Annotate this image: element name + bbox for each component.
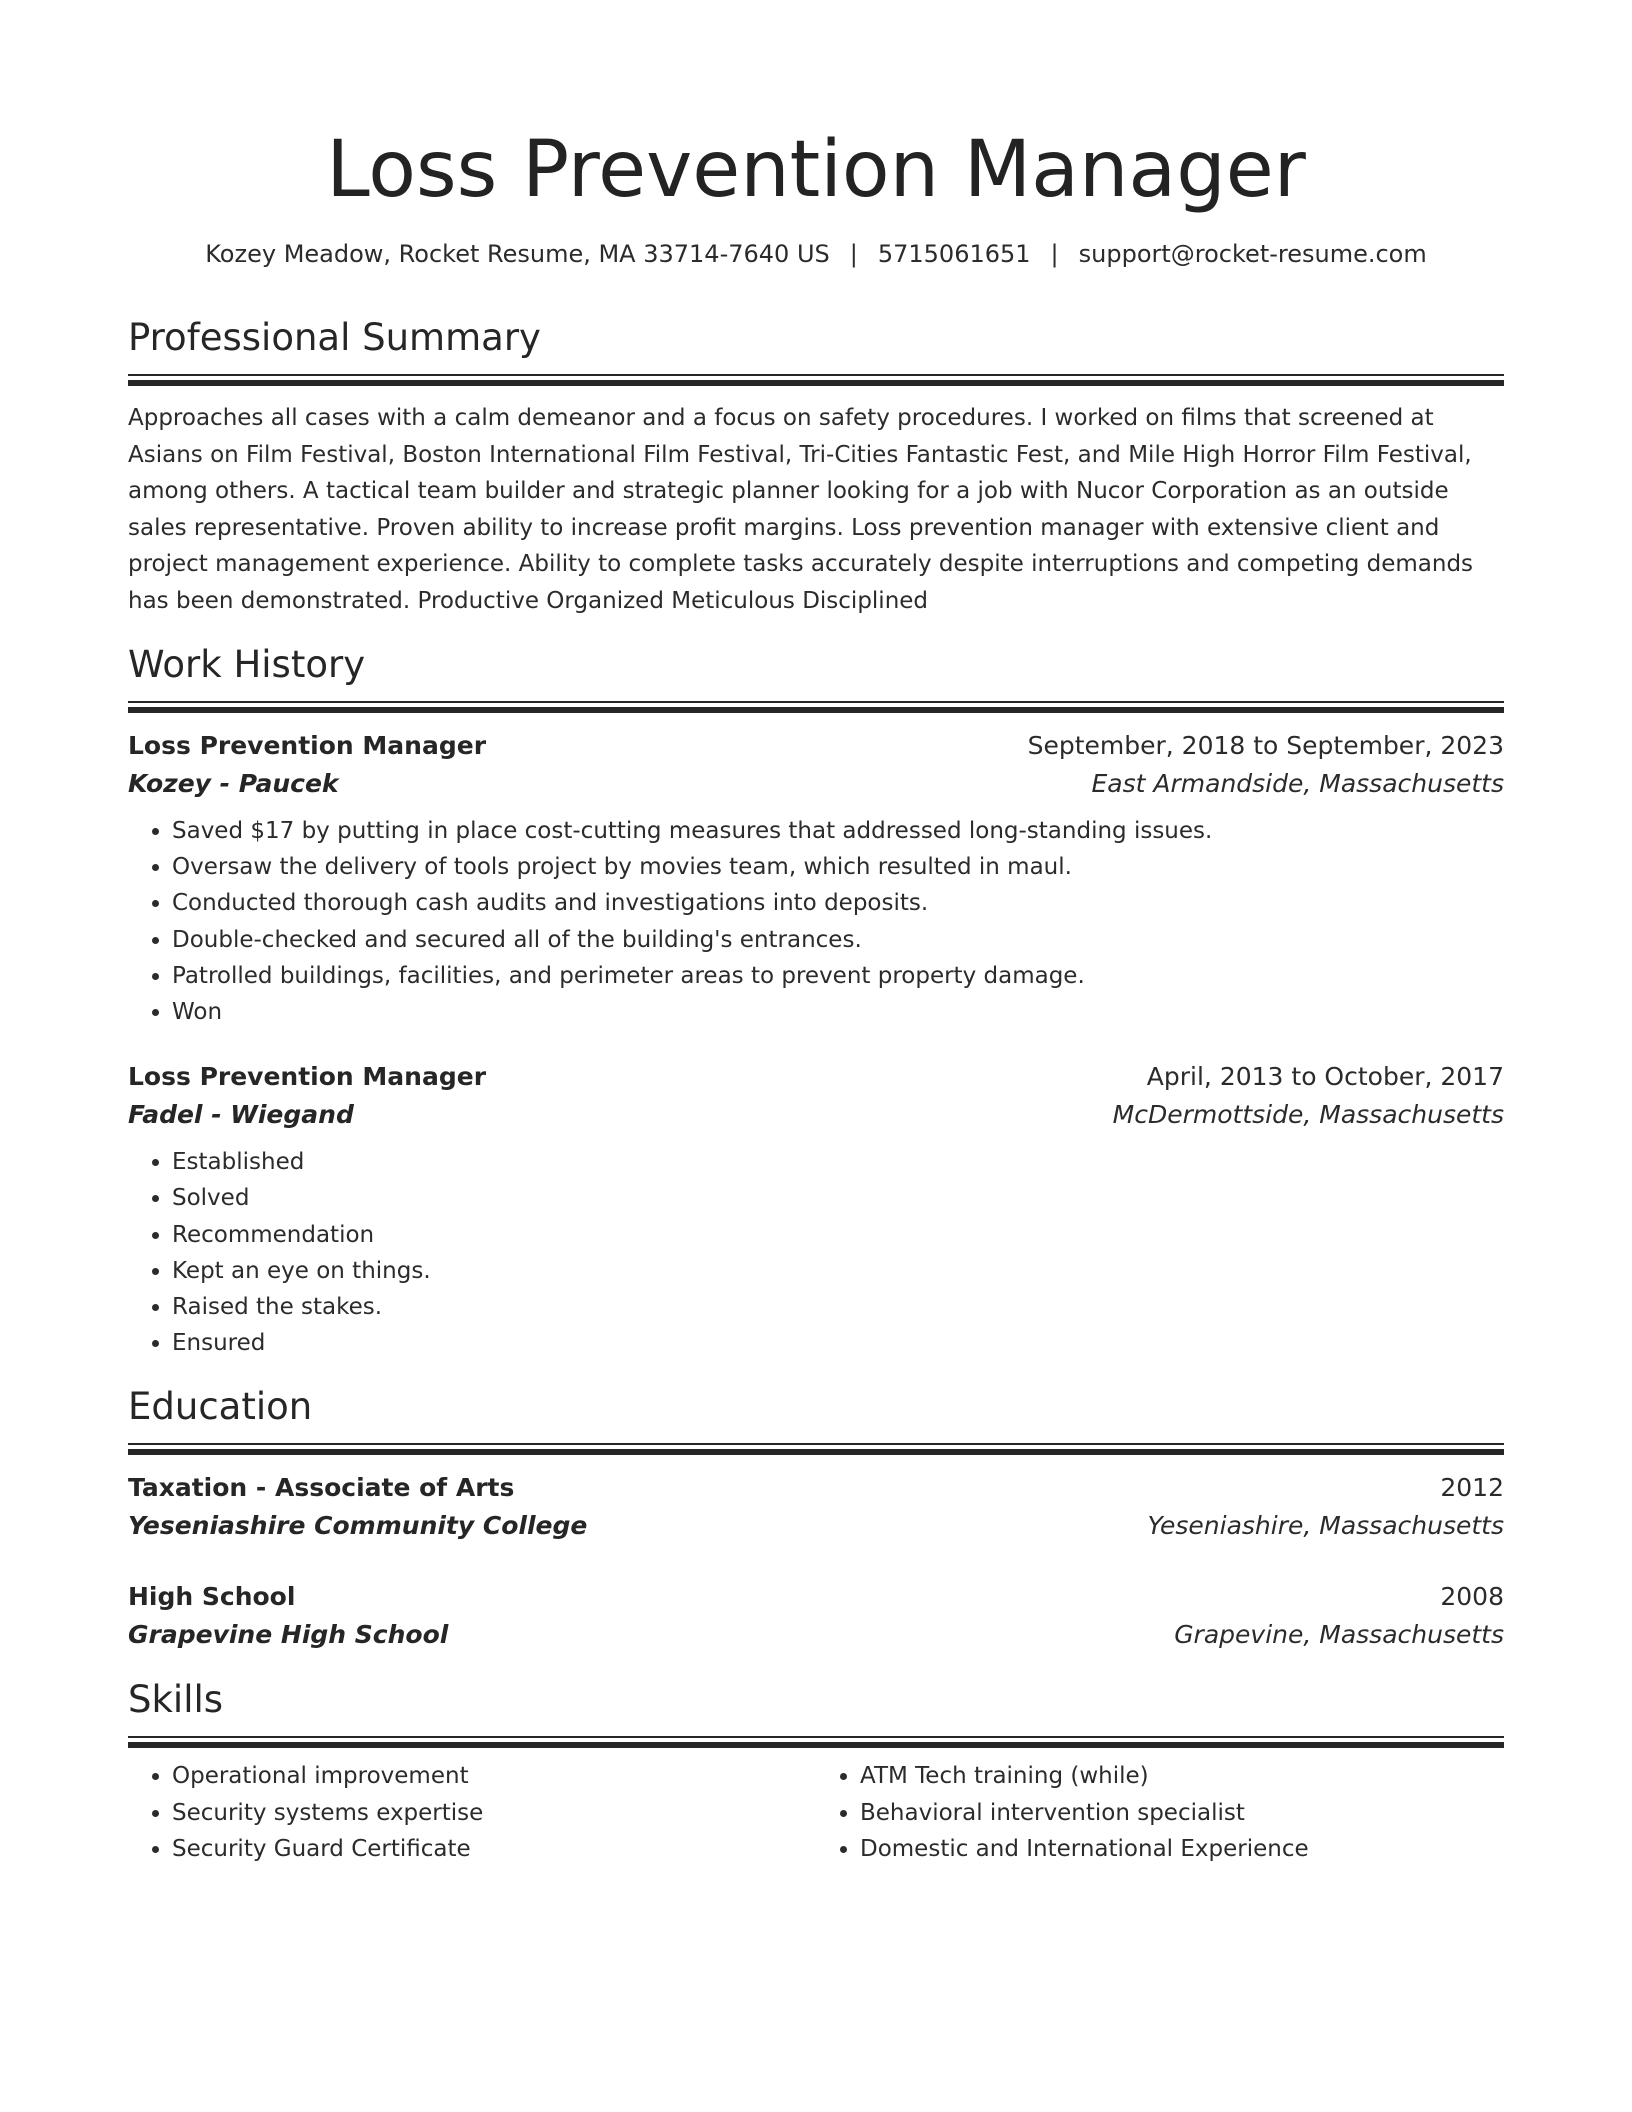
contact-separator: | xyxy=(1050,240,1059,268)
contact-address: Kozey Meadow, Rocket Resume, MA 33714-7640 US xyxy=(205,240,830,268)
job-bullet: • Solved xyxy=(172,1180,1504,1216)
job-header-row xyxy=(128,1058,1504,1096)
education-year: 2012 xyxy=(1440,1473,1504,1503)
education-header-row xyxy=(128,1578,1504,1616)
education-location: Grapevine, Massachusetts xyxy=(1174,1620,1504,1650)
education-section xyxy=(128,1383,1504,1654)
skill-item: • Operational improvement xyxy=(172,1758,816,1794)
section-divider xyxy=(128,1736,1504,1748)
resume-page xyxy=(128,120,1504,1867)
summary-text: Approaches all cases with a calm demeanor and a focus on safety procedures. I worked on films that screened at Asians on Film Festival, Boston International Film Festival, Tri-Cities Fantastic Fest, and Mile High Horror Film Festival, among others. A tactical team builder and strategic planner looking for a job with Nucor Corporation as an outside sales representative. Proven ability to increase profit margins. Loss prevention manager with extensive client and project management experience. Ability to complete tasks accurately despite interruptions and competing demands has been demonstrated. Productive Organized Meticulous Disciplined xyxy=(128,405,1474,614)
skills-grid xyxy=(128,1758,1504,1867)
job-bullet: • Conducted thorough cash audits and investigations into deposits. xyxy=(172,885,1504,921)
job-header-row xyxy=(128,727,1504,765)
summary-section xyxy=(128,314,1504,619)
job-location: McDermottside, Massachusetts xyxy=(1112,1100,1504,1130)
job-dates: September, 2018 to September, 2023 xyxy=(1027,731,1504,760)
job-bullet: • Oversaw the delivery of tools project by movies team, which resulted in maul. xyxy=(172,849,1504,885)
job-company-row xyxy=(128,1096,1504,1134)
job-title: Loss Prevention Manager xyxy=(128,1062,487,1092)
job-bullet: • Saved $17 by putting in place cost-cutting measures that addressed long-standing issues. xyxy=(172,813,1504,849)
job-entry xyxy=(128,1058,1504,1361)
job-entry xyxy=(128,727,1504,1030)
skill-item: • Behavioral intervention specialist xyxy=(860,1795,1504,1831)
job-bullet: • Patrolled buildings, facilities, and perimeter areas to prevent property damage. xyxy=(172,958,1504,994)
work-history-section xyxy=(128,641,1504,1361)
education-entry xyxy=(128,1578,1504,1654)
skill-item: • Security Guard Certificate xyxy=(172,1831,816,1867)
job-company: Kozey - Paucek xyxy=(128,769,339,798)
education-school: Grapevine High School xyxy=(128,1620,449,1650)
job-bullet: • Ensured xyxy=(172,1325,1504,1361)
section-heading-work: Work History xyxy=(128,643,366,686)
section-heading-skills: Skills xyxy=(128,1678,224,1722)
education-header-row xyxy=(128,1469,1504,1507)
skill-item: • ATM Tech training (while) xyxy=(860,1758,1504,1794)
job-company-row xyxy=(128,765,1504,803)
education-location: Yeseniashire, Massachusetts xyxy=(1147,1511,1504,1541)
education-school-row xyxy=(128,1616,1504,1654)
skills-section xyxy=(128,1676,1504,1867)
skill-item: • Security systems expertise xyxy=(172,1795,816,1831)
contact-email: support@rocket-resume.com xyxy=(1078,240,1427,268)
job-bullet-list xyxy=(128,813,1504,1030)
section-divider xyxy=(128,1443,1504,1455)
contact-separator: | xyxy=(849,240,858,268)
job-bullet: • Double-checked and secured all of the building's entrances. xyxy=(172,922,1504,958)
job-title: Loss Prevention Manager xyxy=(128,731,487,760)
education-degree: High School xyxy=(128,1582,296,1612)
resume-title: Loss Prevention Manager xyxy=(326,125,1306,215)
education-entry xyxy=(128,1469,1504,1545)
job-bullet: • Recommendation xyxy=(172,1217,1504,1253)
education-school: Yeseniashire Community College xyxy=(128,1511,588,1541)
contact-phone: 5715061651 xyxy=(877,240,1031,268)
skills-list-left xyxy=(128,1758,816,1867)
skill-item: • Domestic and International Experience xyxy=(860,1831,1504,1867)
job-bullet: • Won xyxy=(172,994,1504,1030)
education-year: 2008 xyxy=(1440,1582,1504,1612)
skills-list-right xyxy=(816,1758,1504,1867)
section-heading-summary: Professional Summary xyxy=(128,316,541,359)
job-company: Fadel - Wiegand xyxy=(128,1100,354,1130)
job-bullet: • Kept an eye on things. xyxy=(172,1253,1504,1289)
section-divider xyxy=(128,701,1504,713)
section-heading-education: Education xyxy=(128,1385,313,1429)
job-location: East Armandside, Massachusetts xyxy=(1091,769,1504,798)
education-school-row xyxy=(128,1507,1504,1545)
job-bullet-list xyxy=(128,1144,1504,1361)
job-bullet: • Established xyxy=(172,1144,1504,1180)
contact-line xyxy=(128,238,1504,270)
education-degree: Taxation - Associate of Arts xyxy=(128,1473,515,1503)
job-bullet: • Raised the stakes. xyxy=(172,1289,1504,1325)
job-dates: April, 2013 to October, 2017 xyxy=(1146,1062,1504,1092)
section-divider xyxy=(128,374,1504,386)
